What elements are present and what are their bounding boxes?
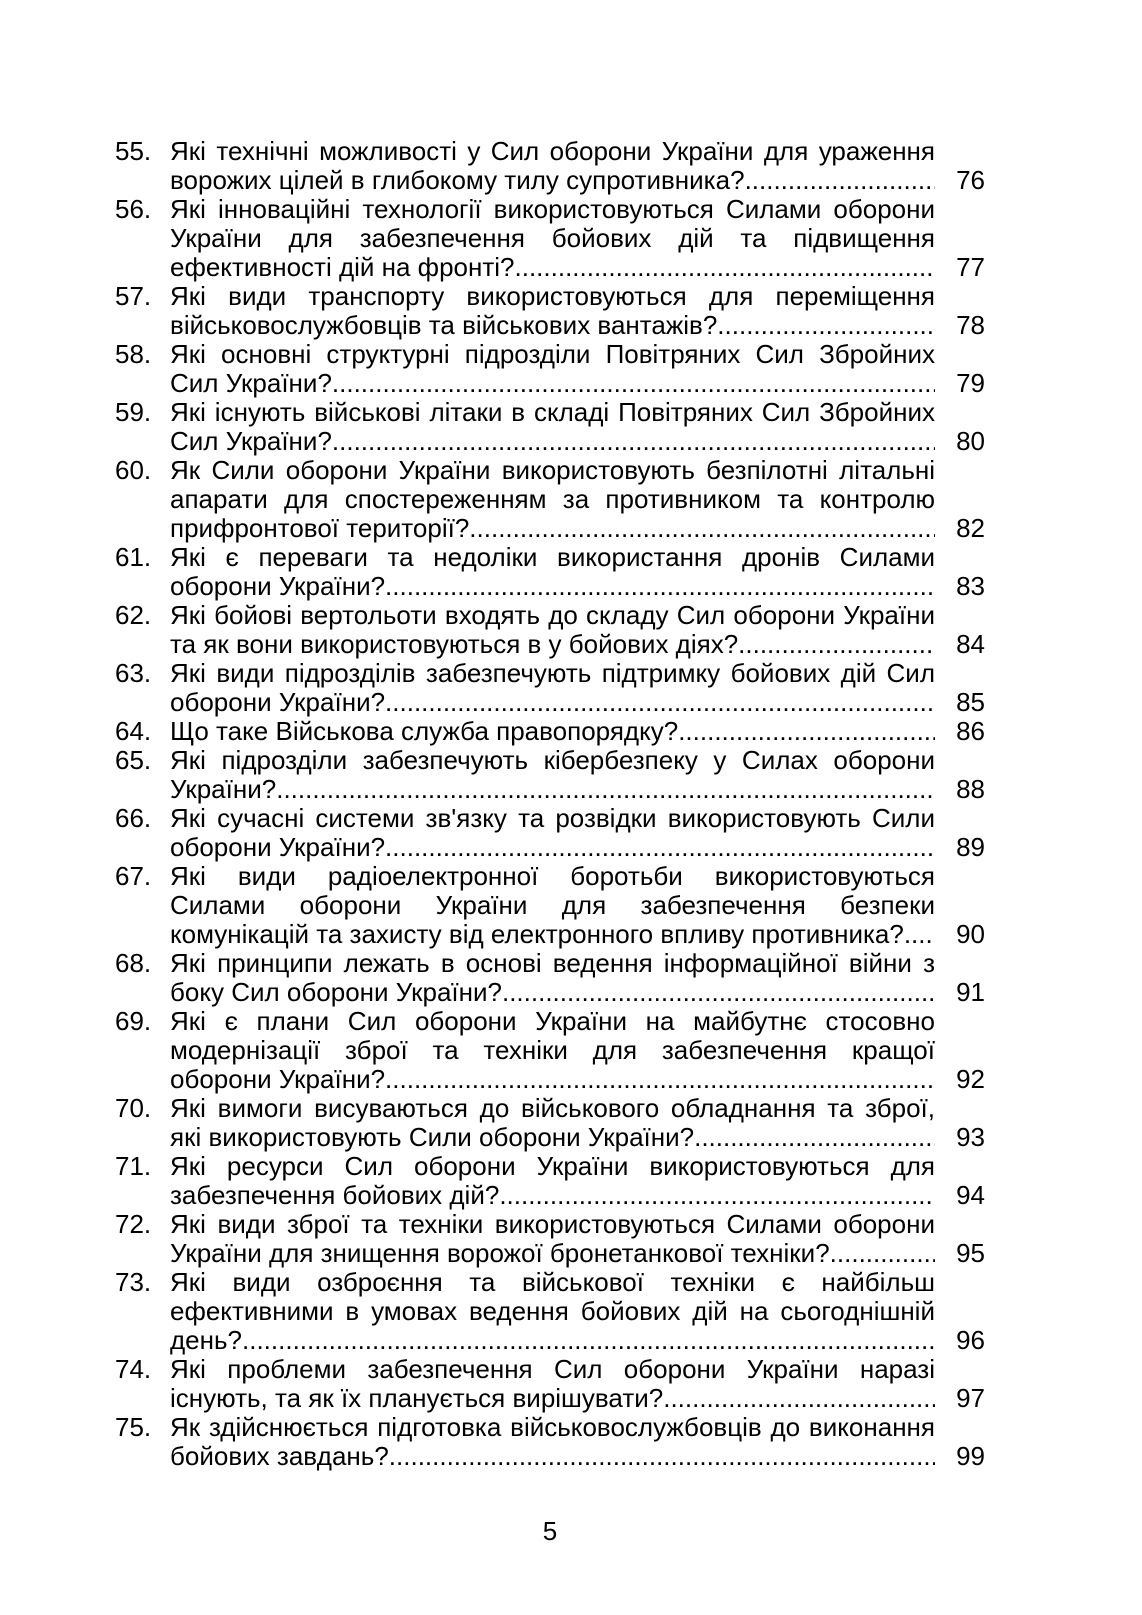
toc-entry <box>115 282 985 340</box>
entry-text: Які види радіоелектронної боротьби використовуються Силами оборони України для забезпечення безпеки комунікацій та захисту від електронного впливу противника? <box>170 862 935 949</box>
entry-number: 66. <box>115 803 152 833</box>
entry-page-number: 90 <box>956 919 985 949</box>
entry-number: 70. <box>115 1093 152 1123</box>
entry-title <box>170 1268 935 1355</box>
entry-number: 68. <box>115 948 152 978</box>
entry-title <box>170 340 935 398</box>
entry-title <box>170 398 935 456</box>
toc-entry <box>115 746 985 804</box>
toc-entry <box>115 1007 985 1094</box>
entry-text: Які є переваги та недоліки використання дронів Силами оборони України? <box>170 543 935 601</box>
entry-title <box>170 1355 935 1413</box>
entry-text: Які види підрозділів забезпечують підтримку бойових дій Сил оборони України? <box>170 659 935 717</box>
entry-text: Які основні структурні підрозділи Повітряних Сил Збройних Сил України? <box>170 340 935 398</box>
entry-page-number: 94 <box>956 1180 985 1210</box>
entry-page-number: 77 <box>956 252 985 282</box>
entry-number: 56. <box>115 194 152 224</box>
entry-page-number: 83 <box>956 571 985 601</box>
toc-entry <box>115 340 985 398</box>
entry-text: Які види зброї та техніки використовуються Силами оборони України для знищення ворожої бронетанкової техніки? <box>170 1210 935 1268</box>
entry-text: Як Сили оборони України використовують безпілотні літальні апарати для спостереженням за противником та контролю прифронтової території? <box>170 456 935 543</box>
toc-entry <box>115 1355 985 1413</box>
entry-number: 72. <box>115 1209 152 1239</box>
entry-page-number: 88 <box>956 774 985 804</box>
entry-page-number: 92 <box>956 1064 985 1094</box>
entry-title <box>170 601 935 659</box>
toc-entry <box>115 601 985 659</box>
entry-title <box>170 1094 935 1152</box>
entry-title <box>170 1152 935 1210</box>
page-footer <box>115 1517 985 1546</box>
entry-text: Які технічні можливості у Сил оборони України для ураження ворожих цілей в глибокому тилу супротивника? <box>170 137 935 195</box>
entry-title <box>170 195 935 282</box>
entry-text: Які існують військові літаки в складі Повітряних Сил Збройних Сил України? <box>170 398 935 456</box>
entry-text: Які ресурси Сил оборони України використовуються для забезпечення бойових дій? <box>170 1152 935 1210</box>
entry-page-number: 80 <box>956 426 985 456</box>
entry-title <box>170 659 935 717</box>
entry-text: Які принципи лежать в основі ведення інформаційної війни з боку Сил оборони України? <box>170 949 935 1007</box>
entry-title <box>170 456 935 543</box>
entry-number: 69. <box>115 1006 152 1036</box>
entry-text: Як здійснюється підготовка військовослужбовців до виконання бойових завдань? <box>170 1413 935 1471</box>
entry-text: Які види транспорту використовуються для переміщення військовослужбовців та військових вантажів? <box>170 282 935 340</box>
entry-title <box>170 862 935 949</box>
entry-number: 58. <box>115 339 152 369</box>
entry-title <box>170 543 935 601</box>
entry-number: 60. <box>115 455 152 485</box>
entry-title <box>170 1413 935 1471</box>
entry-number: 61. <box>115 542 152 572</box>
entry-page-number: 89 <box>956 832 985 862</box>
entry-page-number: 93 <box>956 1122 985 1152</box>
entry-number: 75. <box>115 1412 152 1442</box>
entry-title <box>170 282 935 340</box>
entry-page-number: 84 <box>956 629 985 659</box>
entry-title <box>170 137 935 195</box>
entry-title <box>170 1007 935 1094</box>
entry-title <box>170 949 935 1007</box>
entry-page-number: 78 <box>956 310 985 340</box>
entry-number: 74. <box>115 1354 152 1384</box>
entry-text: Які є плани Сил оборони України на майбутнє стосовно модернізації зброї та техніки для забезпечення кращої оборони України? <box>170 1007 935 1094</box>
toc-entry <box>115 949 985 1007</box>
entry-text: Які інноваційні технології використовуються Силами оборони України для забезпечення бойових дій та підвищення ефективності дій на фронті? <box>170 195 935 282</box>
entry-number: 63. <box>115 658 152 688</box>
entry-page-number: 97 <box>956 1383 985 1413</box>
entry-page-number: 91 <box>956 977 985 1007</box>
entry-number: 64. <box>115 716 152 746</box>
entry-title <box>170 1210 935 1268</box>
toc-entry <box>115 456 985 543</box>
toc-entry <box>115 398 985 456</box>
entry-page-number: 82 <box>956 513 985 543</box>
toc-entry <box>115 1210 985 1268</box>
entry-number: 67. <box>115 861 152 891</box>
toc-entry <box>115 137 985 195</box>
entry-page-number: 79 <box>956 368 985 398</box>
entry-number: 71. <box>115 1151 152 1181</box>
entry-page-number: 85 <box>956 687 985 717</box>
toc-entry <box>115 804 985 862</box>
entry-number: 59. <box>115 397 152 427</box>
entry-number: 62. <box>115 600 152 630</box>
toc-list <box>115 137 985 1471</box>
entry-title <box>170 746 935 804</box>
entry-text: Які бойові вертольоти входять до складу Сил оборони України та як вони використовуються в у бойових діях? <box>170 601 935 659</box>
entry-title <box>170 804 935 862</box>
entry-text: Які підрозділи забезпечують кібербезпеку у Силах оборони України? <box>170 746 935 804</box>
toc-entry <box>115 1094 985 1152</box>
toc-entry <box>115 1413 985 1471</box>
entry-number: 55. <box>115 136 152 166</box>
entry-page-number: 76 <box>956 165 985 195</box>
entry-number: 73. <box>115 1267 152 1297</box>
toc-entry <box>115 543 985 601</box>
toc-entry <box>115 717 985 746</box>
entry-number: 57. <box>115 281 152 311</box>
toc-entry <box>115 659 985 717</box>
entry-text: Які проблеми забезпечення Сил оборони України наразі існують, та як їх планується вирішувати? <box>170 1355 935 1413</box>
entry-page-number: 86 <box>956 716 985 746</box>
entry-text: Які види озброєння та військової техніки є найбільш ефективними в умовах ведення бойових дій на сьогоднішній день? <box>170 1268 935 1355</box>
entry-page-number: 95 <box>956 1238 985 1268</box>
toc-entry <box>115 195 985 282</box>
entry-text: Які сучасні системи зв'язку та розвідки використовують Сили оборони України? <box>170 804 935 862</box>
entry-page-number: 96 <box>956 1325 985 1355</box>
page-number: 5 <box>542 1516 558 1546</box>
entry-page-number: 99 <box>956 1441 985 1471</box>
entry-title <box>170 717 935 746</box>
toc-entry <box>115 862 985 949</box>
entry-text: Які вимоги висуваються до військового обладнання та зброї, які використовують Сили оборони України? <box>170 1094 935 1152</box>
entry-number: 65. <box>115 745 152 775</box>
toc-entry <box>115 1152 985 1210</box>
entry-text: Що таке Військова служба правопорядку? <box>170 717 679 746</box>
toc-entry <box>115 1268 985 1355</box>
